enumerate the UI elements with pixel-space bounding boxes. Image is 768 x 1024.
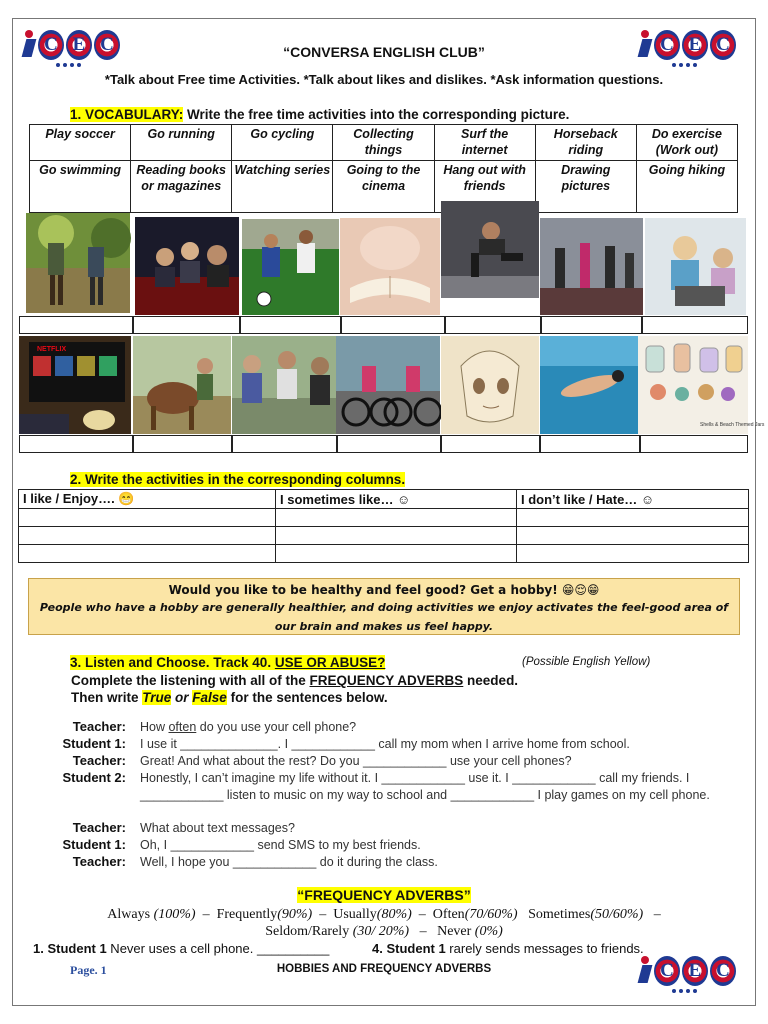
logo-letter-e: E — [682, 956, 708, 986]
answer-slot[interactable] — [133, 435, 232, 453]
vocab-cell: Watching series — [232, 161, 333, 213]
column-header-like: I like / Enjoy…. 😁 — [19, 490, 276, 509]
instruction-text: Complete the listening with all of the — [71, 673, 310, 688]
speaker: Teacher: — [72, 820, 126, 835]
adverb-percent: (30/ 20%) — [352, 924, 410, 939]
vocab-cell: Hang out with friends — [434, 161, 535, 213]
blank-cell[interactable] — [19, 545, 276, 563]
adverb-percent: (90%) — [277, 907, 313, 922]
hobby-callout — [28, 578, 740, 635]
section3-instruction-1 — [71, 673, 518, 688]
instruction-text: for the sentences below. — [226, 690, 388, 705]
speaker: Student 1: — [62, 736, 126, 751]
series-photo — [19, 336, 131, 434]
vocab-cell: Go cycling — [232, 125, 333, 161]
logo-dots — [56, 63, 81, 67]
adverb-percent: (80%) — [376, 907, 412, 922]
dialogue-text: What about text messages? — [140, 821, 295, 835]
logo-letter-e: E — [66, 30, 92, 60]
collecting-photo — [638, 336, 765, 434]
logo-letter-c1: C — [38, 30, 64, 60]
drawing-photo — [441, 336, 539, 434]
page-subtitle: *Talk about Free time Activities. *Talk about likes and dislikes. *Ask information questions. — [104, 72, 664, 87]
question-number: 1. Student 1 — [33, 941, 107, 956]
vocab-cell: Go running — [131, 125, 232, 161]
hobby-question: Would you like to be healthy and feel good? Get a hobby! 😁😌😁 — [168, 583, 600, 597]
frequency-line-2 — [0, 924, 768, 940]
netflix-logo: NETFLIX — [37, 346, 67, 353]
cycling-photo — [336, 336, 440, 434]
adverb-percent: (100%) — [153, 907, 196, 922]
blank-cell[interactable] — [517, 527, 749, 545]
column-header-dislike: I don’t like / Hate… ☺ — [517, 490, 749, 509]
section3-instruction-2 — [71, 690, 388, 705]
adverb: Seldom/Rarely — [265, 924, 353, 939]
section1-number: 1. VOCABULARY: — [70, 107, 184, 122]
adverb: Sometimes — [528, 907, 591, 922]
speaker: Teacher: — [72, 719, 126, 734]
false-label: False — [192, 690, 227, 705]
logo-letter-c2: C — [710, 956, 736, 986]
page-number: Page. 1 — [70, 963, 107, 977]
question-4 — [372, 941, 644, 956]
hobby-paragraph: People who have a hobby are generally healthier, and doing activities we enjoy activates the feel-good area of our brain and makes us feel happy. — [39, 601, 729, 633]
internet-photo — [645, 218, 746, 315]
vocab-cell: Go swimming — [30, 161, 131, 213]
page-title: “CONVERSA ENGLISH CLUB” — [283, 44, 485, 60]
instruction-emphasis: FREQUENCY ADVERBS — [309, 673, 464, 688]
section3-title: USE OR ABUSE? — [274, 655, 386, 670]
dialogue-text: I use it ______________. I ____________ call my mom when I arrive home from school. — [140, 737, 630, 751]
separator: – — [419, 924, 427, 939]
dialogue-text: Well, I hope you ____________ do it during the class. — [140, 855, 438, 869]
separator: – — [653, 907, 661, 922]
question-1 — [33, 941, 329, 956]
soccer-photo — [242, 219, 339, 315]
adverb: Never — [437, 924, 475, 939]
speaker: Student 1: — [62, 837, 126, 852]
answer-slot[interactable] — [642, 316, 748, 334]
logo-letter-e: E — [682, 30, 708, 60]
answer-slot[interactable] — [133, 316, 240, 334]
cinema-photo — [135, 217, 239, 315]
dialogue-text — [140, 719, 720, 736]
answer-slot[interactable] — [232, 435, 337, 453]
logo-dots — [672, 63, 697, 67]
vocab-cell: Play soccer — [30, 125, 131, 161]
instruction-text: needed. — [463, 673, 519, 688]
section3-note: (Possible English Yellow) — [522, 656, 651, 668]
adverb-percent: (70/60%) — [464, 907, 518, 922]
instruction-text: Then write — [71, 690, 143, 705]
hiking-photo — [26, 213, 130, 313]
dialogue-fragment: How — [140, 720, 169, 734]
frequency-title-text: “FREQUENCY ADVERBS” — [297, 887, 471, 903]
separator: – — [418, 907, 426, 922]
dialogue-underlined: often — [168, 720, 197, 734]
blank-cell[interactable] — [276, 527, 517, 545]
vocab-cell: Collecting things — [333, 125, 434, 161]
logo-letter-c1: C — [654, 956, 680, 986]
blank-cell[interactable] — [276, 509, 517, 527]
blank-cell[interactable] — [517, 545, 749, 563]
answer-slot[interactable] — [441, 435, 540, 453]
vocab-cell: Do exercise (Work out) — [636, 125, 737, 161]
instruction-text: or — [171, 690, 193, 705]
answer-slot[interactable] — [640, 435, 748, 453]
blank-cell[interactable] — [276, 545, 517, 563]
answer-slot[interactable] — [337, 435, 441, 453]
answer-slot[interactable] — [541, 316, 642, 334]
frequency-line-1 — [0, 907, 768, 923]
blank-cell[interactable] — [19, 509, 276, 527]
answer-slot[interactable] — [540, 435, 640, 453]
dialogue-text: Honestly, I can’t imagine my life without it. I ____________ use it. I ____________ call my friends. I ____________ listen to music on my way to school and ____________ I play games on my cell phone. — [140, 771, 710, 802]
collection-caption: Shells & Beach Themed Jars — [700, 422, 765, 428]
answer-slot[interactable] — [19, 435, 133, 453]
person-icon — [638, 956, 652, 986]
dialogue-text: Great! And what about the rest? Do you ____________ use your cell phones? — [140, 754, 572, 768]
question-text: rarely sends messages to friends. — [445, 941, 644, 956]
dialogue-fragment: do you use your cell phone? — [196, 720, 357, 734]
vocab-cell: Going hiking — [636, 161, 737, 213]
adverb-percent: (50/60%) — [590, 907, 644, 922]
swimming-photo — [540, 336, 638, 434]
adverb: Usually — [333, 907, 377, 922]
answer-slot[interactable] — [341, 316, 445, 334]
column-header-sometimes: I sometimes like… ☺ — [276, 490, 517, 509]
question-number: 4. Student 1 — [372, 941, 446, 956]
vocab-cell: Reading books or magazines — [131, 161, 232, 213]
speaker: Teacher: — [72, 854, 126, 869]
vocab-cell: Drawing pictures — [535, 161, 636, 213]
true-label: True — [142, 690, 172, 705]
footer-title: HOBBIES AND FREQUENCY ADVERBS — [276, 963, 492, 975]
separator: – — [319, 907, 327, 922]
logo-letter-c2: C — [710, 30, 736, 60]
section3-heading — [70, 655, 385, 670]
speaker: Student 2: — [62, 770, 126, 785]
logo-dots — [672, 989, 697, 993]
section1-heading — [70, 107, 569, 122]
likes-table — [18, 489, 749, 563]
dialogue-text: Oh, I ____________ send SMS to my best friends. — [140, 838, 421, 852]
workout-photo — [441, 201, 539, 298]
vocab-cell: Surf the internet — [434, 125, 535, 161]
blank-cell[interactable] — [19, 527, 276, 545]
section2-heading — [70, 472, 405, 487]
friends-photo — [232, 336, 336, 434]
section3-number: 3. Listen and Choose. Track 40. — [70, 655, 275, 670]
adverb: Always — [107, 907, 154, 922]
blank-cell[interactable] — [517, 509, 749, 527]
horseback-photo — [133, 336, 231, 434]
vocab-cell: Going to the cinema — [333, 161, 434, 213]
adverb-percent: (0%) — [474, 924, 503, 939]
logo-letter-c2: C — [94, 30, 120, 60]
question-text: Never uses a cell phone. __________ — [106, 941, 330, 956]
section2-title: 2. Write the activities in the corresponding columns. — [70, 472, 406, 487]
separator: – — [202, 907, 210, 922]
running-photo — [540, 218, 643, 315]
adverb: Often — [432, 907, 465, 922]
adverb: Frequently — [216, 907, 278, 922]
speaker: Teacher: — [72, 753, 126, 768]
club-logo-footer — [638, 956, 736, 986]
section1-instruction: Write the free time activities into the corresponding picture. — [183, 107, 570, 122]
answer-slot[interactable] — [19, 316, 133, 334]
reading-photo — [340, 218, 440, 315]
answer-slot[interactable] — [445, 316, 541, 334]
frequency-title — [0, 887, 768, 903]
vocabulary-table — [29, 124, 738, 213]
logo-letter-c1: C — [654, 30, 680, 60]
answer-slot[interactable] — [240, 316, 341, 334]
vocab-cell: Horseback riding — [535, 125, 636, 161]
